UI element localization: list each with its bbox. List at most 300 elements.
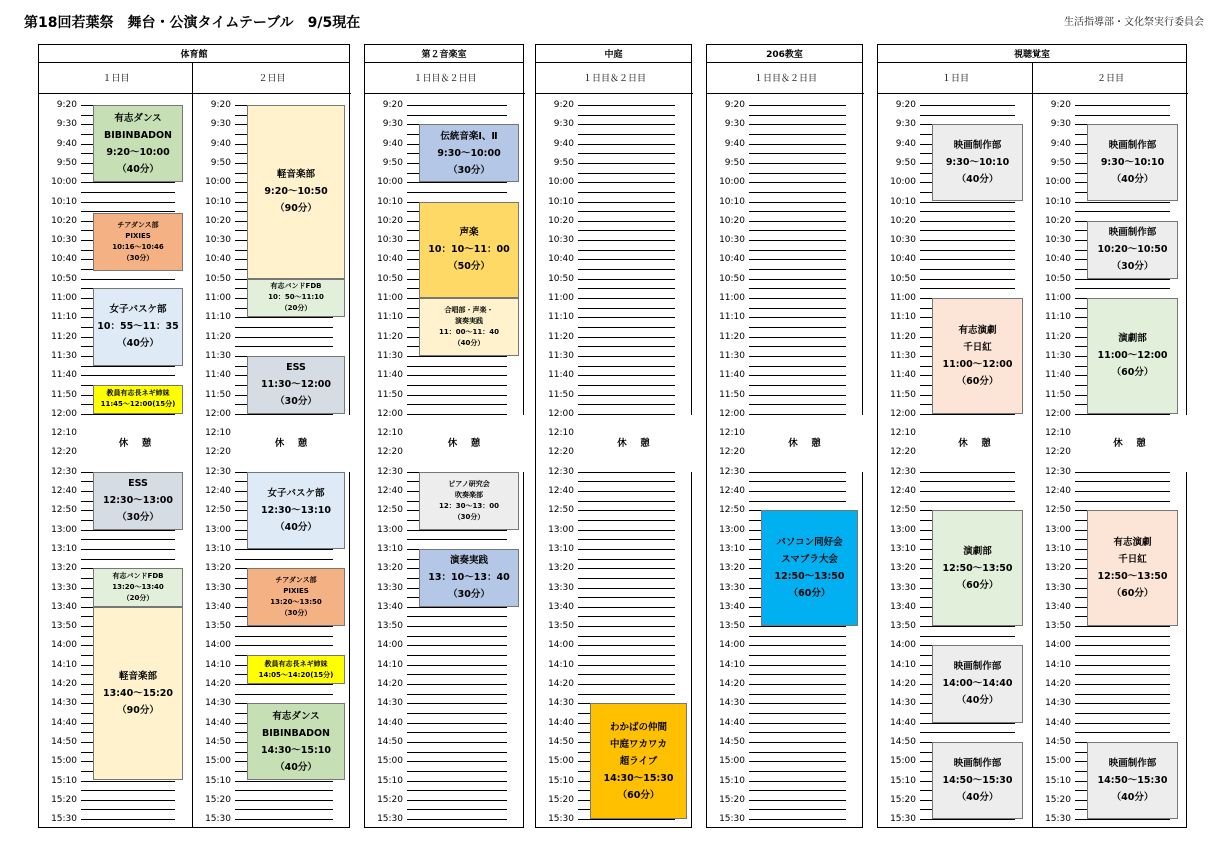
time-tick bbox=[578, 298, 675, 299]
day-header: １日目 bbox=[878, 62, 1033, 94]
time-label: 9:50 bbox=[382, 157, 403, 168]
time-label: 13:40 bbox=[548, 601, 574, 612]
minor-tick bbox=[749, 732, 846, 733]
event-line: 11:45～12:00(15分) bbox=[100, 400, 176, 409]
event-line: 9:20～10:00 bbox=[106, 146, 170, 158]
time-tick bbox=[578, 530, 675, 531]
time-label: 10:10 bbox=[1045, 196, 1071, 207]
minor-tick bbox=[1075, 115, 1170, 116]
event-duration: （30分） bbox=[448, 589, 490, 601]
event-line: 11：00～11：40 bbox=[439, 327, 499, 336]
time-label: 11:30 bbox=[377, 350, 403, 361]
time-label: 13:30 bbox=[377, 582, 403, 593]
time-tick bbox=[235, 645, 333, 646]
time-label: 11:20 bbox=[1045, 331, 1071, 342]
time-label: 11:30 bbox=[51, 350, 77, 361]
time-label: 9:20 bbox=[382, 100, 403, 110]
time-label: 14:40 bbox=[1045, 717, 1071, 728]
time-tick bbox=[749, 317, 846, 318]
time-label: 10:10 bbox=[719, 196, 745, 207]
time-label: 11:50 bbox=[205, 389, 231, 400]
time-label: 13:20 bbox=[205, 563, 231, 574]
time-label: 14:00 bbox=[205, 640, 231, 651]
time-label: 12:30 bbox=[890, 466, 916, 477]
time-tick bbox=[81, 781, 175, 782]
time-label: 11:20 bbox=[205, 331, 231, 342]
minor-tick bbox=[920, 288, 1015, 289]
time-label: 11:10 bbox=[1045, 312, 1071, 323]
time-label: 10:00 bbox=[719, 177, 745, 188]
time-label: 9:50 bbox=[553, 157, 574, 168]
minor-tick bbox=[407, 713, 507, 714]
time-label: 14:10 bbox=[205, 659, 231, 670]
time-label: 11:00 bbox=[377, 293, 403, 303]
event-block[interactable] bbox=[93, 568, 183, 607]
event-block[interactable] bbox=[93, 213, 183, 271]
time-label: 15:10 bbox=[377, 775, 403, 786]
venue-header: 第２音楽室 bbox=[365, 45, 523, 63]
time-tick bbox=[920, 240, 1015, 241]
time-label: 10:20 bbox=[548, 215, 574, 226]
event-line: 有志ダンス bbox=[272, 710, 320, 722]
event-block[interactable] bbox=[93, 472, 183, 530]
time-tick bbox=[235, 819, 333, 820]
time-label: 10:00 bbox=[377, 177, 403, 188]
event-duration: （50分） bbox=[448, 261, 490, 273]
event-line: 12:50～13:50 bbox=[942, 562, 1013, 574]
time-tick bbox=[749, 202, 846, 203]
time-label: 9:40 bbox=[724, 138, 745, 149]
minor-tick bbox=[81, 539, 175, 540]
time-label: 11:40 bbox=[377, 370, 403, 381]
minor-tick bbox=[578, 153, 675, 154]
event-block[interactable] bbox=[932, 298, 1023, 414]
time-tick bbox=[235, 684, 333, 685]
time-label: 10:00 bbox=[548, 177, 574, 188]
event-duration: （40分） bbox=[956, 174, 999, 186]
event-block[interactable] bbox=[247, 105, 345, 279]
minor-tick bbox=[920, 211, 1015, 212]
time-label: 9:50 bbox=[895, 157, 916, 168]
time-label: 15:10 bbox=[205, 775, 231, 786]
time-tick bbox=[578, 549, 675, 550]
break-label: 休 憩 bbox=[447, 437, 483, 449]
event-line: BIBINBADON bbox=[103, 129, 172, 141]
minor-tick bbox=[578, 327, 675, 328]
time-label: 15:10 bbox=[51, 775, 77, 786]
time-label: 14:10 bbox=[51, 659, 77, 670]
minor-tick bbox=[920, 481, 1015, 482]
event-block[interactable] bbox=[932, 124, 1023, 201]
event-block[interactable] bbox=[1087, 298, 1178, 414]
time-label: 13:30 bbox=[51, 582, 77, 593]
time-label: 14:50 bbox=[890, 736, 916, 747]
event-duration: （40分） bbox=[117, 338, 159, 350]
event-line: スマブラ大会 bbox=[781, 554, 838, 566]
minor-tick bbox=[407, 192, 507, 193]
break-block bbox=[918, 415, 1033, 472]
event-line: 千日紅 bbox=[963, 341, 992, 353]
event-block[interactable] bbox=[1087, 510, 1178, 626]
time-label: 10:40 bbox=[51, 254, 77, 265]
time-tick bbox=[749, 221, 846, 222]
minor-tick bbox=[81, 559, 175, 560]
time-tick bbox=[578, 395, 675, 396]
time-label: 12:20 bbox=[890, 447, 916, 458]
time-label: 13:20 bbox=[890, 563, 916, 574]
time-label: 12:30 bbox=[205, 466, 231, 477]
event-line: 演奏実践 bbox=[449, 555, 488, 567]
minor-tick bbox=[749, 134, 846, 135]
time-label: 13:50 bbox=[205, 621, 231, 632]
time-label: 13:10 bbox=[377, 543, 403, 554]
time-tick bbox=[749, 279, 846, 280]
time-label: 12:00 bbox=[377, 408, 403, 419]
event-line: 有志バンドFDB bbox=[112, 571, 164, 580]
column-divider bbox=[192, 62, 193, 827]
time-tick bbox=[920, 221, 1015, 222]
time-tick bbox=[578, 645, 675, 646]
time-label: 11:20 bbox=[719, 331, 745, 342]
event-block[interactable] bbox=[419, 124, 519, 182]
time-label: 9:30 bbox=[895, 119, 916, 130]
time-tick bbox=[1075, 202, 1170, 203]
minor-tick bbox=[235, 636, 333, 637]
event-duration: （30分） bbox=[1111, 261, 1154, 273]
event-line: 10:16～10:46 bbox=[112, 243, 164, 252]
event-block[interactable] bbox=[247, 279, 345, 318]
time-label: 12:40 bbox=[890, 486, 916, 496]
minor-tick bbox=[578, 173, 675, 174]
event-line: 10:20～10:50 bbox=[1097, 244, 1168, 256]
minor-tick bbox=[407, 809, 507, 810]
time-label: 13:20 bbox=[51, 563, 77, 574]
event-block[interactable] bbox=[419, 549, 519, 607]
event-block[interactable] bbox=[247, 356, 345, 414]
time-label: 14:30 bbox=[548, 698, 574, 709]
time-label: 12:40 bbox=[377, 486, 403, 496]
time-label: 9:40 bbox=[1050, 138, 1071, 149]
event-duration: （60分） bbox=[617, 789, 660, 801]
time-label: 10:20 bbox=[719, 215, 745, 226]
event-line: チアダンス部 bbox=[117, 221, 159, 230]
day-header: １日目＆２日目 bbox=[707, 62, 864, 94]
time-label: 12:20 bbox=[1045, 447, 1071, 458]
time-label: 9:40 bbox=[382, 138, 403, 149]
time-tick bbox=[235, 337, 333, 338]
event-line: 軽音楽部 bbox=[118, 671, 157, 683]
time-label: 10:50 bbox=[548, 273, 574, 284]
time-label: 11:00 bbox=[719, 293, 745, 303]
event-line: 9:20～10:50 bbox=[264, 186, 328, 198]
minor-tick bbox=[407, 115, 507, 116]
time-label: 15:20 bbox=[1045, 794, 1071, 805]
event-block[interactable] bbox=[419, 298, 519, 356]
event-line: 12：30～13：00 bbox=[439, 501, 499, 510]
time-label: 11:50 bbox=[51, 389, 77, 400]
minor-tick bbox=[81, 366, 175, 367]
event-line: 11:00～12:00 bbox=[942, 358, 1013, 370]
time-label: 9:40 bbox=[210, 138, 231, 149]
minor-tick bbox=[407, 674, 507, 675]
time-label: 14:00 bbox=[377, 640, 403, 651]
event-block[interactable] bbox=[1087, 124, 1178, 201]
time-label: 9:40 bbox=[553, 138, 574, 149]
time-label: 14:20 bbox=[51, 679, 77, 689]
event-block[interactable] bbox=[93, 385, 183, 414]
time-tick bbox=[749, 626, 846, 627]
minor-tick bbox=[749, 752, 846, 753]
minor-tick bbox=[920, 269, 1015, 270]
event-line: PIXIES bbox=[125, 232, 151, 241]
event-line: 14:50～15:30 bbox=[942, 774, 1013, 786]
time-label: 9:50 bbox=[1050, 157, 1071, 168]
time-label: 11:50 bbox=[548, 389, 574, 400]
minor-tick bbox=[920, 501, 1015, 502]
minor-tick bbox=[578, 134, 675, 135]
time-tick bbox=[920, 105, 1015, 106]
time-label: 9:30 bbox=[382, 119, 403, 130]
time-label: 14:50 bbox=[719, 736, 745, 747]
event-line: 9:30～10:00 bbox=[437, 147, 501, 159]
event-line: 教員有志長ネギ姉妹 bbox=[264, 659, 328, 668]
event-duration: （40分） bbox=[1111, 174, 1154, 186]
minor-tick bbox=[235, 790, 333, 791]
event-duration: （40分） bbox=[453, 338, 485, 347]
time-label: 14:40 bbox=[205, 717, 231, 728]
minor-tick bbox=[407, 694, 507, 695]
time-tick bbox=[578, 163, 675, 164]
time-label: 12:20 bbox=[548, 447, 574, 458]
event-duration: （30分） bbox=[122, 254, 154, 263]
event-line: 11:00～12:00 bbox=[1097, 350, 1168, 362]
time-label: 10:30 bbox=[205, 235, 231, 246]
time-label: 12:50 bbox=[719, 505, 745, 516]
time-label: 13:30 bbox=[548, 582, 574, 593]
time-label: 14:30 bbox=[1045, 698, 1071, 709]
event-block[interactable] bbox=[419, 202, 519, 299]
time-label: 10:20 bbox=[377, 215, 403, 226]
venue-2 bbox=[364, 44, 524, 828]
event-duration: （30分） bbox=[453, 512, 485, 521]
event-line: 10：55～11：35 bbox=[97, 321, 179, 333]
time-tick bbox=[578, 182, 675, 183]
time-label: 11:50 bbox=[890, 389, 916, 400]
minor-tick bbox=[920, 636, 1015, 637]
break-block bbox=[576, 415, 693, 472]
time-tick bbox=[749, 781, 846, 782]
time-label: 11:30 bbox=[890, 350, 916, 361]
event-block[interactable] bbox=[93, 105, 183, 182]
time-label: 13:00 bbox=[719, 524, 745, 535]
minor-tick bbox=[749, 327, 846, 328]
time-tick bbox=[578, 375, 675, 376]
time-label: 12:00 bbox=[719, 408, 745, 419]
time-label: 11:10 bbox=[377, 312, 403, 323]
time-label: 13:20 bbox=[719, 563, 745, 574]
time-label: 14:00 bbox=[1045, 640, 1071, 651]
event-line: 演劇部 bbox=[1118, 333, 1147, 345]
event-block[interactable] bbox=[93, 288, 183, 365]
minor-tick bbox=[749, 385, 846, 386]
time-label: 14:00 bbox=[890, 640, 916, 651]
time-tick bbox=[1075, 819, 1170, 820]
time-label: 14:40 bbox=[719, 717, 745, 728]
time-label: 12:50 bbox=[1045, 505, 1071, 516]
time-label: 13:10 bbox=[548, 543, 574, 554]
event-block[interactable] bbox=[1087, 742, 1178, 819]
time-label: 11:40 bbox=[719, 370, 745, 381]
time-label: 11:20 bbox=[377, 331, 403, 342]
time-label: 14:10 bbox=[1045, 659, 1071, 670]
event-line: 映画制作部 bbox=[1108, 140, 1157, 152]
minor-tick bbox=[1075, 288, 1170, 289]
minor-tick bbox=[749, 269, 846, 270]
time-label: 13:10 bbox=[205, 543, 231, 554]
time-label: 14:20 bbox=[205, 679, 231, 689]
time-tick bbox=[1075, 105, 1170, 106]
event-block[interactable] bbox=[247, 655, 345, 684]
event-line: 13：10～13：40 bbox=[428, 572, 510, 584]
event-line: 14:30～15:10 bbox=[261, 744, 331, 756]
event-duration: （60分） bbox=[956, 375, 999, 387]
time-label: 12:40 bbox=[51, 486, 77, 496]
time-label: 12:10 bbox=[719, 428, 745, 439]
minor-tick bbox=[920, 115, 1015, 116]
time-tick bbox=[235, 781, 333, 782]
event-line: 映画制作部 bbox=[953, 140, 1002, 152]
time-label: 12:00 bbox=[548, 408, 574, 419]
time-label: 11:10 bbox=[548, 312, 574, 323]
time-label: 12:10 bbox=[377, 428, 403, 439]
event-line: 女子バスケ部 bbox=[109, 304, 167, 316]
minor-tick bbox=[81, 211, 175, 212]
break-block bbox=[233, 415, 351, 472]
minor-tick bbox=[749, 366, 846, 367]
minor-tick bbox=[749, 192, 846, 193]
event-line: 12:50～13:50 bbox=[1097, 571, 1168, 583]
time-label: 14:40 bbox=[548, 717, 574, 728]
time-tick bbox=[407, 800, 507, 801]
event-line: 声楽 bbox=[459, 227, 479, 239]
event-block[interactable] bbox=[932, 742, 1023, 819]
minor-tick bbox=[578, 288, 675, 289]
time-tick bbox=[749, 819, 846, 820]
minor-tick bbox=[1075, 211, 1170, 212]
event-duration: （30分） bbox=[448, 164, 490, 176]
time-tick bbox=[749, 375, 846, 376]
time-label: 15:20 bbox=[890, 794, 916, 805]
time-tick bbox=[235, 549, 333, 550]
time-label: 13:50 bbox=[1045, 621, 1071, 632]
minor-tick bbox=[578, 616, 675, 617]
event-block[interactable] bbox=[932, 510, 1023, 626]
minor-tick bbox=[407, 385, 507, 386]
page-title: 第18回若葉祭 舞台・公演タイムテーブル 9/5現在 bbox=[24, 15, 361, 31]
minor-tick bbox=[578, 230, 675, 231]
time-tick bbox=[578, 221, 675, 222]
time-label: 9:40 bbox=[895, 138, 916, 149]
event-block[interactable] bbox=[761, 510, 858, 626]
event-line: 教員有志長ネギ姉妹 bbox=[106, 389, 170, 398]
time-label: 12:40 bbox=[719, 486, 745, 496]
time-tick bbox=[749, 742, 846, 743]
time-label: 11:30 bbox=[719, 350, 745, 361]
time-tick bbox=[578, 144, 675, 145]
event-block[interactable] bbox=[419, 472, 519, 530]
event-line: 映画制作部 bbox=[953, 661, 1002, 673]
time-tick bbox=[578, 240, 675, 241]
break-label: 休 憩 bbox=[118, 437, 154, 449]
time-tick bbox=[407, 761, 507, 762]
event-line: 千日紅 bbox=[1118, 554, 1147, 566]
time-label: 11:40 bbox=[205, 370, 231, 381]
venue-header: 206教室 bbox=[707, 45, 862, 63]
time-label: 13:10 bbox=[51, 543, 77, 554]
minor-tick bbox=[920, 732, 1015, 733]
break-block bbox=[1073, 415, 1188, 472]
time-label: 13:00 bbox=[377, 524, 403, 535]
event-block[interactable] bbox=[247, 568, 345, 626]
time-tick bbox=[407, 665, 507, 666]
time-label: 15:10 bbox=[890, 775, 916, 786]
event-block[interactable] bbox=[1087, 221, 1178, 279]
time-label: 11:40 bbox=[890, 370, 916, 381]
minor-tick bbox=[407, 771, 507, 772]
time-label: 15:30 bbox=[719, 814, 745, 825]
event-block[interactable] bbox=[93, 607, 183, 781]
time-label: 11:00 bbox=[1045, 293, 1071, 303]
event-block[interactable] bbox=[590, 703, 687, 819]
minor-tick bbox=[407, 404, 507, 405]
event-line: 女子バスケ部 bbox=[267, 487, 325, 499]
event-line: 13:20～13:50 bbox=[270, 598, 322, 607]
minor-tick bbox=[749, 481, 846, 482]
event-duration: （40分） bbox=[275, 761, 317, 773]
event-duration: （60分） bbox=[956, 579, 999, 591]
event-line: 伝統音楽Ⅰ、Ⅱ bbox=[440, 130, 498, 142]
venue-header: 視聴覚室 bbox=[878, 45, 1186, 63]
event-line: 14:05～14:20(15分) bbox=[258, 670, 334, 679]
time-label: 13:40 bbox=[1045, 601, 1071, 612]
time-label: 15:00 bbox=[205, 756, 231, 767]
time-tick bbox=[920, 202, 1015, 203]
time-label: 10:00 bbox=[890, 177, 916, 188]
minor-tick bbox=[235, 327, 333, 328]
time-label: 13:30 bbox=[719, 582, 745, 593]
event-line: 映画制作部 bbox=[953, 757, 1002, 769]
event-block[interactable] bbox=[247, 703, 345, 780]
minor-tick bbox=[407, 366, 507, 367]
event-line: 9:30～10:10 bbox=[1100, 157, 1165, 169]
break-block bbox=[405, 415, 525, 472]
time-label: 11:00 bbox=[51, 293, 77, 303]
event-line: 映画制作部 bbox=[1108, 227, 1157, 239]
minor-tick bbox=[407, 636, 507, 637]
time-label: 12:40 bbox=[205, 486, 231, 496]
event-line: 9:30～10:10 bbox=[945, 157, 1010, 169]
time-tick bbox=[578, 665, 675, 666]
time-tick bbox=[749, 684, 846, 685]
event-block[interactable] bbox=[932, 645, 1023, 722]
time-tick bbox=[749, 259, 846, 260]
minor-tick bbox=[749, 288, 846, 289]
time-tick bbox=[749, 124, 846, 125]
day-header: １日目＆２日目 bbox=[536, 62, 693, 94]
time-tick bbox=[749, 356, 846, 357]
time-label: 13:40 bbox=[51, 601, 77, 612]
event-block[interactable] bbox=[247, 472, 345, 549]
